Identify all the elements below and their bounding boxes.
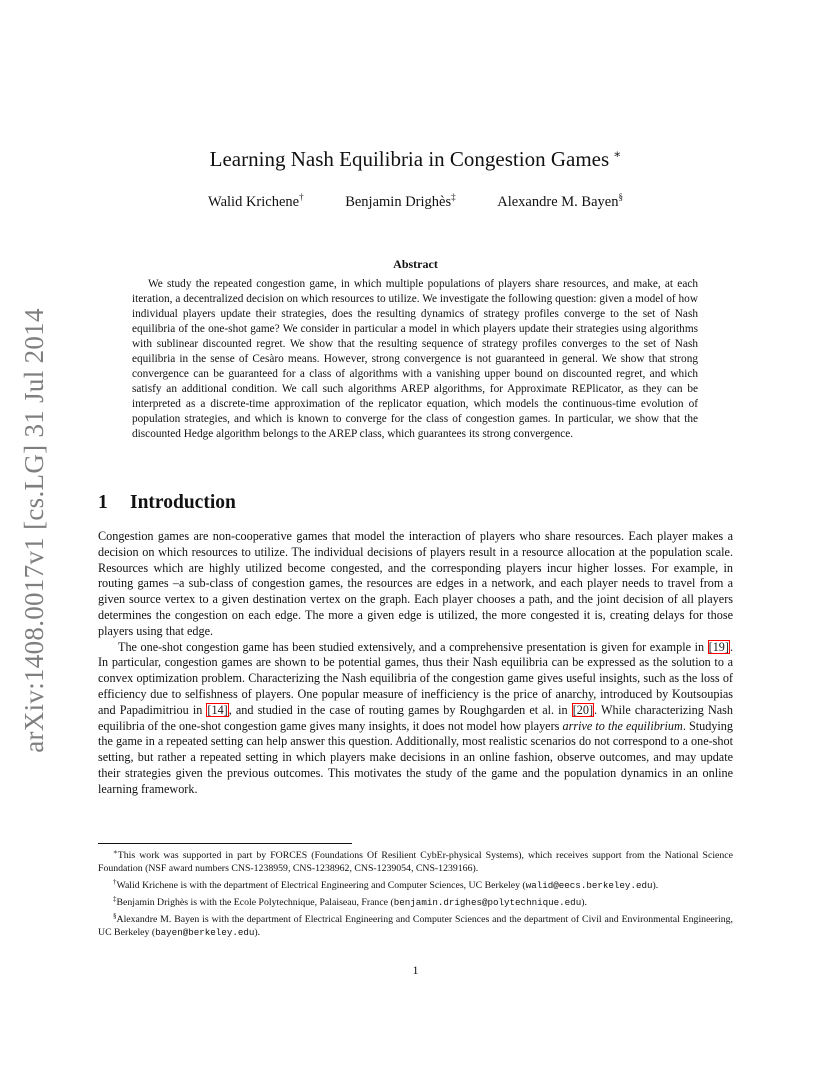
citation-link-14[interactable]: [14] <box>207 702 228 717</box>
author-list <box>98 192 733 211</box>
section-heading <box>98 492 733 514</box>
arxiv-stamp <box>14 300 54 760</box>
author-2-mark: ‡ <box>451 192 456 202</box>
footnote-4-tail: ). <box>254 926 261 938</box>
footnote-3-tail: ). <box>581 896 587 908</box>
footnote-1-text: This work was supported in part by FORCES (Foundations Of Resilient CybEr-physical Systems), which receives support from the National Science Foundation (NSF award numbers CNS-1238959, CNS-1238962, CNS-1239054, CNS-1239166). <box>98 850 733 874</box>
p2-text-2: . In particular, congestion games are shown to be potential games, thus their Nash equilibria can be expressed as the solution to a convex optimization problem. Characterizing the Nash equilibria of the congestion game gives useful insights, such as the loss of efficiency due to selfishness of players. One popular measure of inefficiency is the price of anarchy, introduced by Koutsoupias and Papadimitriou in <box>98 639 733 717</box>
paragraph-1: Congestion games are non-cooperative games that model the interaction of players who share resources. Each player makes a decision on which resources to utilize. The individual decisions of players result in a resource allocation at the population scale. Resources which are highly utilized become congested, and the corresponding players incur higher losses. For example, in routing games –a sub-class of congestion games, the resources are edges in a network, and each player needs to travel from a given source vertex to a given destination vertex on the graph. Each player chooses a path, and the joint decision of all players determines the congestion on each edge. The more a given edge is utilized, the more congested it is, creating delays for those players using that edge. <box>98 529 733 638</box>
footnote-2-text: Walid Krichene is with the department of Electrical Engineering and Computer Sciences, UC Berkeley ( <box>116 879 526 891</box>
author-3-mark: § <box>618 192 623 202</box>
author-1 <box>208 194 304 210</box>
p2-emphasis: arrive to the equilibrium <box>562 718 683 733</box>
footnote-3-email: benjamin.drighes@polytechnique.edu <box>393 896 582 908</box>
author-1-name: Walid Krichene <box>208 194 300 210</box>
arxiv-stamp-text: arXiv:1408.0017v1 [cs.LG] 31 Jul 2014 <box>18 307 49 753</box>
footnote-2 <box>98 876 733 893</box>
title-footnote-mark: ∗ <box>613 147 622 161</box>
author-3-name: Alexandre M. Bayen <box>497 194 619 210</box>
abstract-heading: Abstract <box>393 257 438 271</box>
body-text <box>98 529 733 798</box>
footnote-1 <box>98 846 733 876</box>
footnote-rule <box>98 843 352 844</box>
abstract-text: We study the repeated congestion game, in which multiple populations of players share resources, and make, at each iteration, a decentralized decision on which resources to utilize. We investigate the following question: given a model of how individual players update their strategies, does the resulting dynamics of strategy profiles converge to the set of Nash equilibria of the one-shot game? We consider in particular a model in which players update their strategies using algorithms with sublinear discounted regret. We show that the resulting sequence of strategy profiles converges to the set of Nash equilibria in the sense of Cesàro means. However, strong convergence is not guaranteed in general. We show that strong convergence can be guaranteed for a class of algorithms with a vanishing upper bound on discounted regret, and which satisfy an additional condition. We call such algorithms AREP algorithms, for Approximate REPlicator, as they can be interpreted as a discrete-time approximation of the replicator equation, which models the continuous-time evolution of population strategies, and which is known to converge for the class of congestion games. In particular, we show that the discounted Hedge algorithm belongs to the AREP class, which guarantees its strong convergence. <box>132 278 698 441</box>
citation-link-20[interactable]: [20] <box>572 702 594 717</box>
section-title: Introduction <box>130 492 236 513</box>
paragraph-2 <box>98 640 733 798</box>
p2-text-1: The one-shot congestion game has been studied extensively, and a comprehensive presentation is given for example in <box>118 639 708 654</box>
p2-text-4: . While characterizing Nash equilibria of the one-shot congestion game gives many insights, it does not model how players <box>98 702 733 733</box>
footnote-4-text: Alexandre M. Bayen is with the department of Electrical Engineering and Computer Sciences and the department of Civil and Environmental Engineering, UC Berkeley ( <box>98 913 733 938</box>
author-2 <box>345 194 455 210</box>
footnote-2-mark: † <box>113 877 117 886</box>
footnote-2-tail: ). <box>652 879 659 891</box>
citation-link-19[interactable]: [19] <box>708 639 729 654</box>
footnote-3-mark: ‡ <box>113 894 117 903</box>
paper-title <box>98 147 733 172</box>
author-2-name: Benjamin Drighès <box>345 194 452 210</box>
footnote-4-mark: § <box>113 911 117 920</box>
footnote-4-email: bayen@berkeley.edu <box>155 926 255 938</box>
page-number: 1 <box>412 963 419 977</box>
footnotes <box>98 846 733 939</box>
footnote-3 <box>98 893 733 910</box>
section-number: 1 <box>98 492 108 513</box>
p2-text-3: , and studied in the case of routing games by Roughgarden et al. in <box>228 702 572 717</box>
author-3 <box>497 194 623 210</box>
paper-title-text: Learning Nash Equilibria in Congestion Games <box>209 147 610 171</box>
footnote-1-mark: ∗ <box>113 848 118 856</box>
footnote-3-text: Benjamin Drighès is with the Ecole Polytechnique, Palaiseau, France ( <box>116 896 394 908</box>
footnote-2-email: walid@eecs.berkeley.edu <box>525 879 653 891</box>
p2-text-5: . Studying the game in a repeated setting can help answer this question. Additionally, most realistic scenarios do not correspond to a one-shot setting, but rather a repeated setting in which players make decisions in an online fashion, observe outcomes, and may update their strategies given the previous outcomes. This motivates the study of the game and the population dynamics in an online learning framework. <box>98 718 733 796</box>
footnote-4 <box>98 910 733 940</box>
author-1-mark: † <box>299 192 304 202</box>
